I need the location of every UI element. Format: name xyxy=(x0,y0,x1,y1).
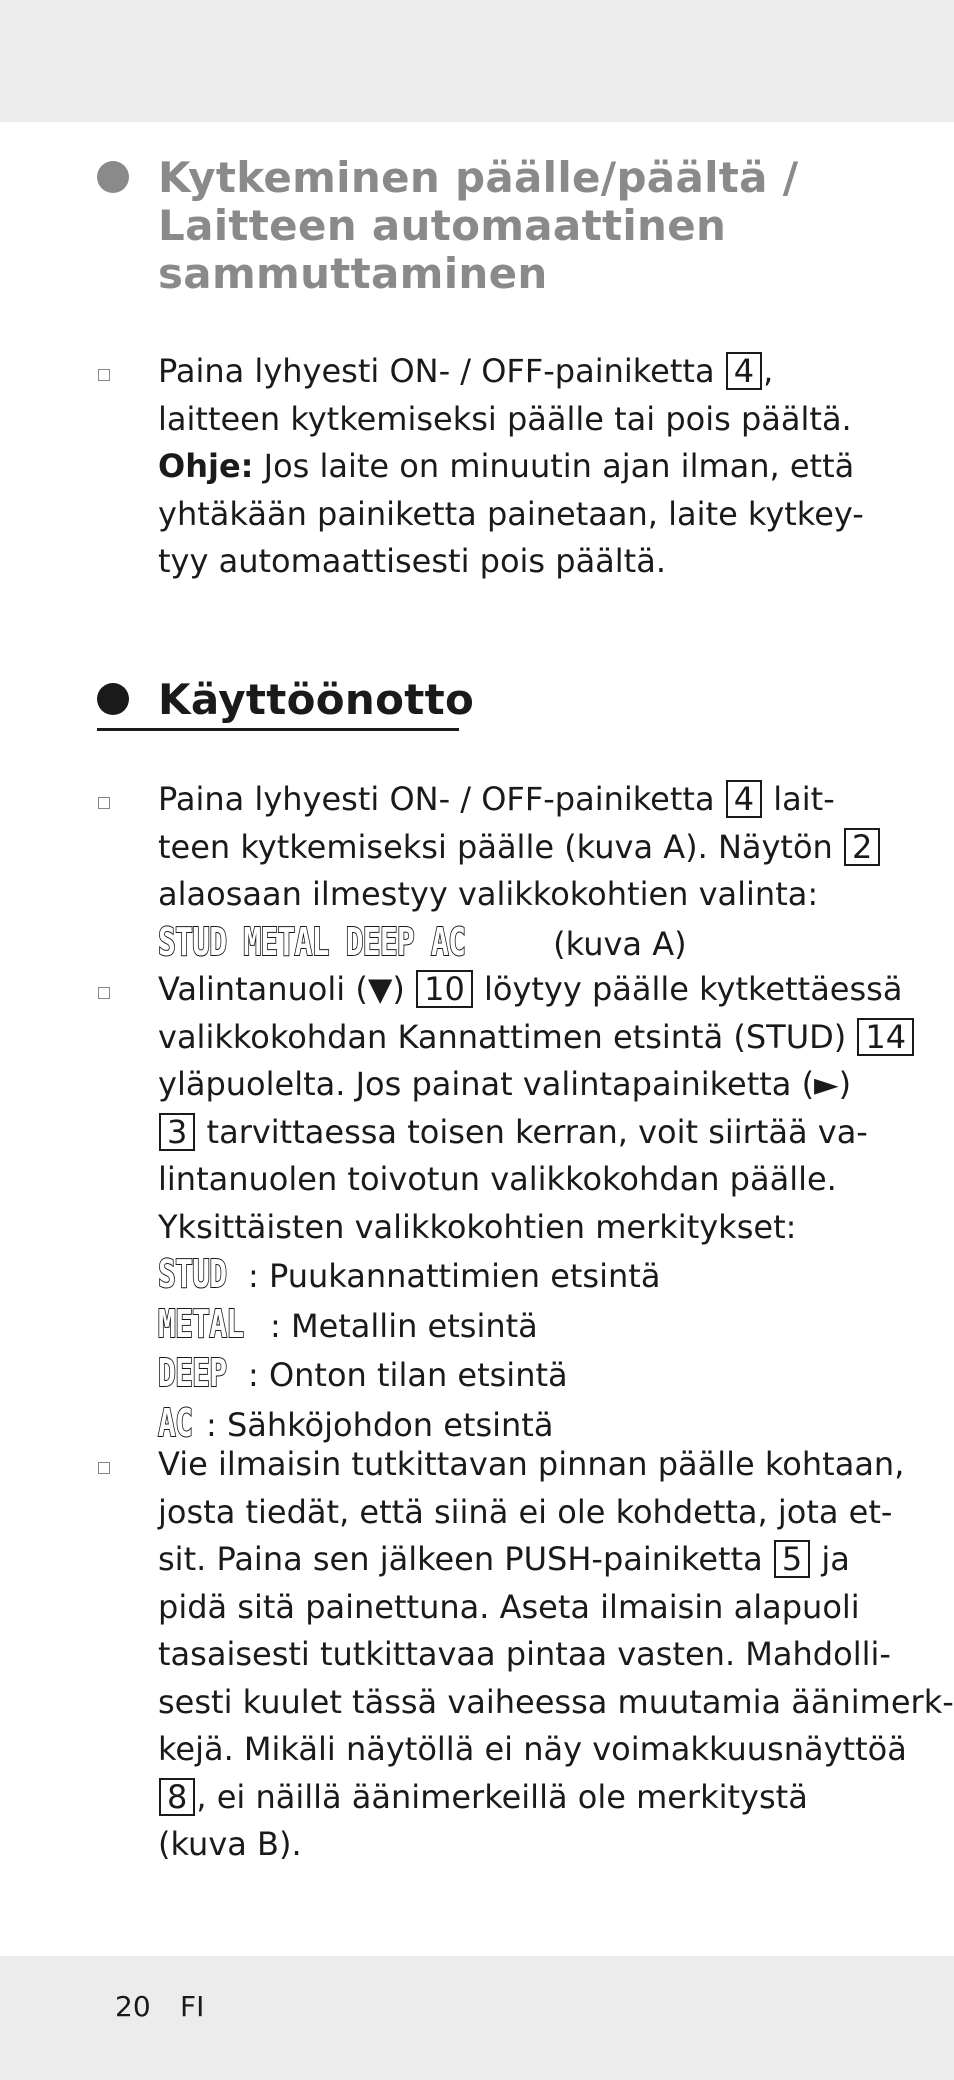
text: Valintanuoli (▼) xyxy=(158,970,416,1008)
text-line xyxy=(158,1014,907,1062)
part-number-box: 2 xyxy=(844,828,880,866)
part-number-box: 3 xyxy=(159,1113,195,1151)
text: sit. Paina sen jälkeen PUSH-painiketta xyxy=(158,1540,773,1578)
text: tarvittaessa toisen kerran, voit siirtää va- xyxy=(196,1112,868,1151)
text: Paina lyhyesti ON- / OFF-painiketta xyxy=(158,352,725,390)
part-number-box: 14 xyxy=(857,1018,914,1056)
text-line xyxy=(158,966,903,1014)
lcd-ac-text: AC xyxy=(158,1400,193,1445)
text-line: tyy automaattisesti pois päältä. xyxy=(158,542,666,580)
paragraph-startup-1 xyxy=(158,776,873,968)
lcd-stud-text: STUD xyxy=(158,1252,227,1296)
text-line: kejä. Mikäli näytöllä ei näy voimakkuusnäyttöä xyxy=(158,1730,907,1768)
text: : Sähköjohdon etsintä xyxy=(206,1405,554,1444)
text-line: lintanuolen toivotun valikkokohdan päälle. xyxy=(158,1160,837,1198)
heading-line: Kytkeminen päälle/päältä / xyxy=(158,153,799,202)
menu-meaning-item xyxy=(158,1350,858,1400)
section-bullet-icon xyxy=(97,683,129,715)
text-line xyxy=(158,824,873,872)
heading-line: Laitteen automaattinen xyxy=(158,201,727,250)
text: , ei näillä äänimerkeillä ole merkitystä xyxy=(196,1777,808,1816)
text: Paina lyhyesti ON- / OFF-painiketta xyxy=(158,780,725,818)
paragraph-startup-2 xyxy=(158,966,907,1449)
text: teen kytkemiseksi päälle (kuva A). Näytön xyxy=(158,827,843,866)
menu-meaning-item xyxy=(158,1251,858,1301)
text-line: (kuva B). xyxy=(158,1825,302,1863)
text-line xyxy=(158,348,858,396)
text-line xyxy=(158,1109,868,1157)
text-line: alaosaan ilmestyy valikkokohtien valinta: xyxy=(158,875,819,913)
list-square-icon xyxy=(98,369,110,381)
lcd-menu-text: STUD METAL DEEP AC xyxy=(158,919,466,964)
part-number-box: 8 xyxy=(159,1778,195,1816)
text: , xyxy=(763,352,774,390)
text: Jos laite on minuutin ajan ilman, että xyxy=(253,447,855,485)
text-line xyxy=(158,776,858,824)
text-line: josta tiedät, että siinä ei ole kohdetta, jota et- xyxy=(158,1492,893,1531)
part-number-box: 10 xyxy=(416,970,473,1008)
page-number: 20 xyxy=(115,1990,151,2023)
list-square-icon xyxy=(98,987,110,999)
text-line: laitteen kytkemiseksi päälle tai pois päältä. xyxy=(158,399,852,438)
text: (kuva A) xyxy=(543,924,687,963)
list-square-icon xyxy=(98,1462,110,1474)
heading-underline xyxy=(97,728,459,731)
text-line: sesti kuulet tässä vaiheessa muutamia äänimerk- xyxy=(158,1682,954,1721)
part-number-box: 5 xyxy=(774,1540,810,1578)
text-line: pidä sitä painettuna. Aseta ilmaisin alapuoli xyxy=(158,1587,860,1626)
section-heading-power xyxy=(158,154,798,298)
text-line: Vie ilmaisin tutkittavan pinnan päälle kohtaan, xyxy=(158,1445,905,1483)
text-line xyxy=(158,1536,858,1584)
text-line: Yksittäisten valikkokohtien merkitykset: xyxy=(158,1207,797,1246)
text-line xyxy=(158,1774,858,1822)
paragraph-startup-3 xyxy=(158,1441,954,1869)
text: : Puukannattimien etsintä xyxy=(248,1257,661,1295)
text: : Metallin etsintä xyxy=(270,1306,538,1345)
language-code: FI xyxy=(180,1990,205,2023)
lcd-metal-text: METAL xyxy=(158,1301,244,1346)
part-number-box: 4 xyxy=(726,352,762,390)
part-number-box: 4 xyxy=(726,780,762,818)
text-line: tasaisesti tutkittavaa pintaa vasten. Mahdolli- xyxy=(158,1635,891,1673)
lcd-deep-text: DEEP xyxy=(158,1351,227,1395)
list-square-icon xyxy=(98,797,110,809)
heading-line: sammuttaminen xyxy=(158,249,548,298)
text-line: yhtäkään painiketta painetaan, laite kytkey- xyxy=(158,494,864,533)
top-band xyxy=(0,0,954,122)
section-bullet-icon xyxy=(97,161,129,193)
text: : Onton tilan etsintä xyxy=(248,1356,568,1394)
text: lait- xyxy=(763,780,835,818)
note-label: Ohje: xyxy=(158,447,254,485)
text-line xyxy=(158,443,858,491)
text-line: yläpuolelta. Jos painat valintapainiketta (►) xyxy=(158,1065,852,1103)
text: valikkokohdan Kannattimen etsintä (STUD) xyxy=(158,1017,857,1056)
text: ja xyxy=(811,1540,850,1578)
section-heading-startup: Käyttöönotto xyxy=(158,675,475,724)
paragraph-power xyxy=(158,348,864,586)
text-line xyxy=(158,919,858,969)
menu-meaning-item xyxy=(158,1301,858,1351)
text: löytyy päälle kytkettäessä xyxy=(473,970,903,1008)
